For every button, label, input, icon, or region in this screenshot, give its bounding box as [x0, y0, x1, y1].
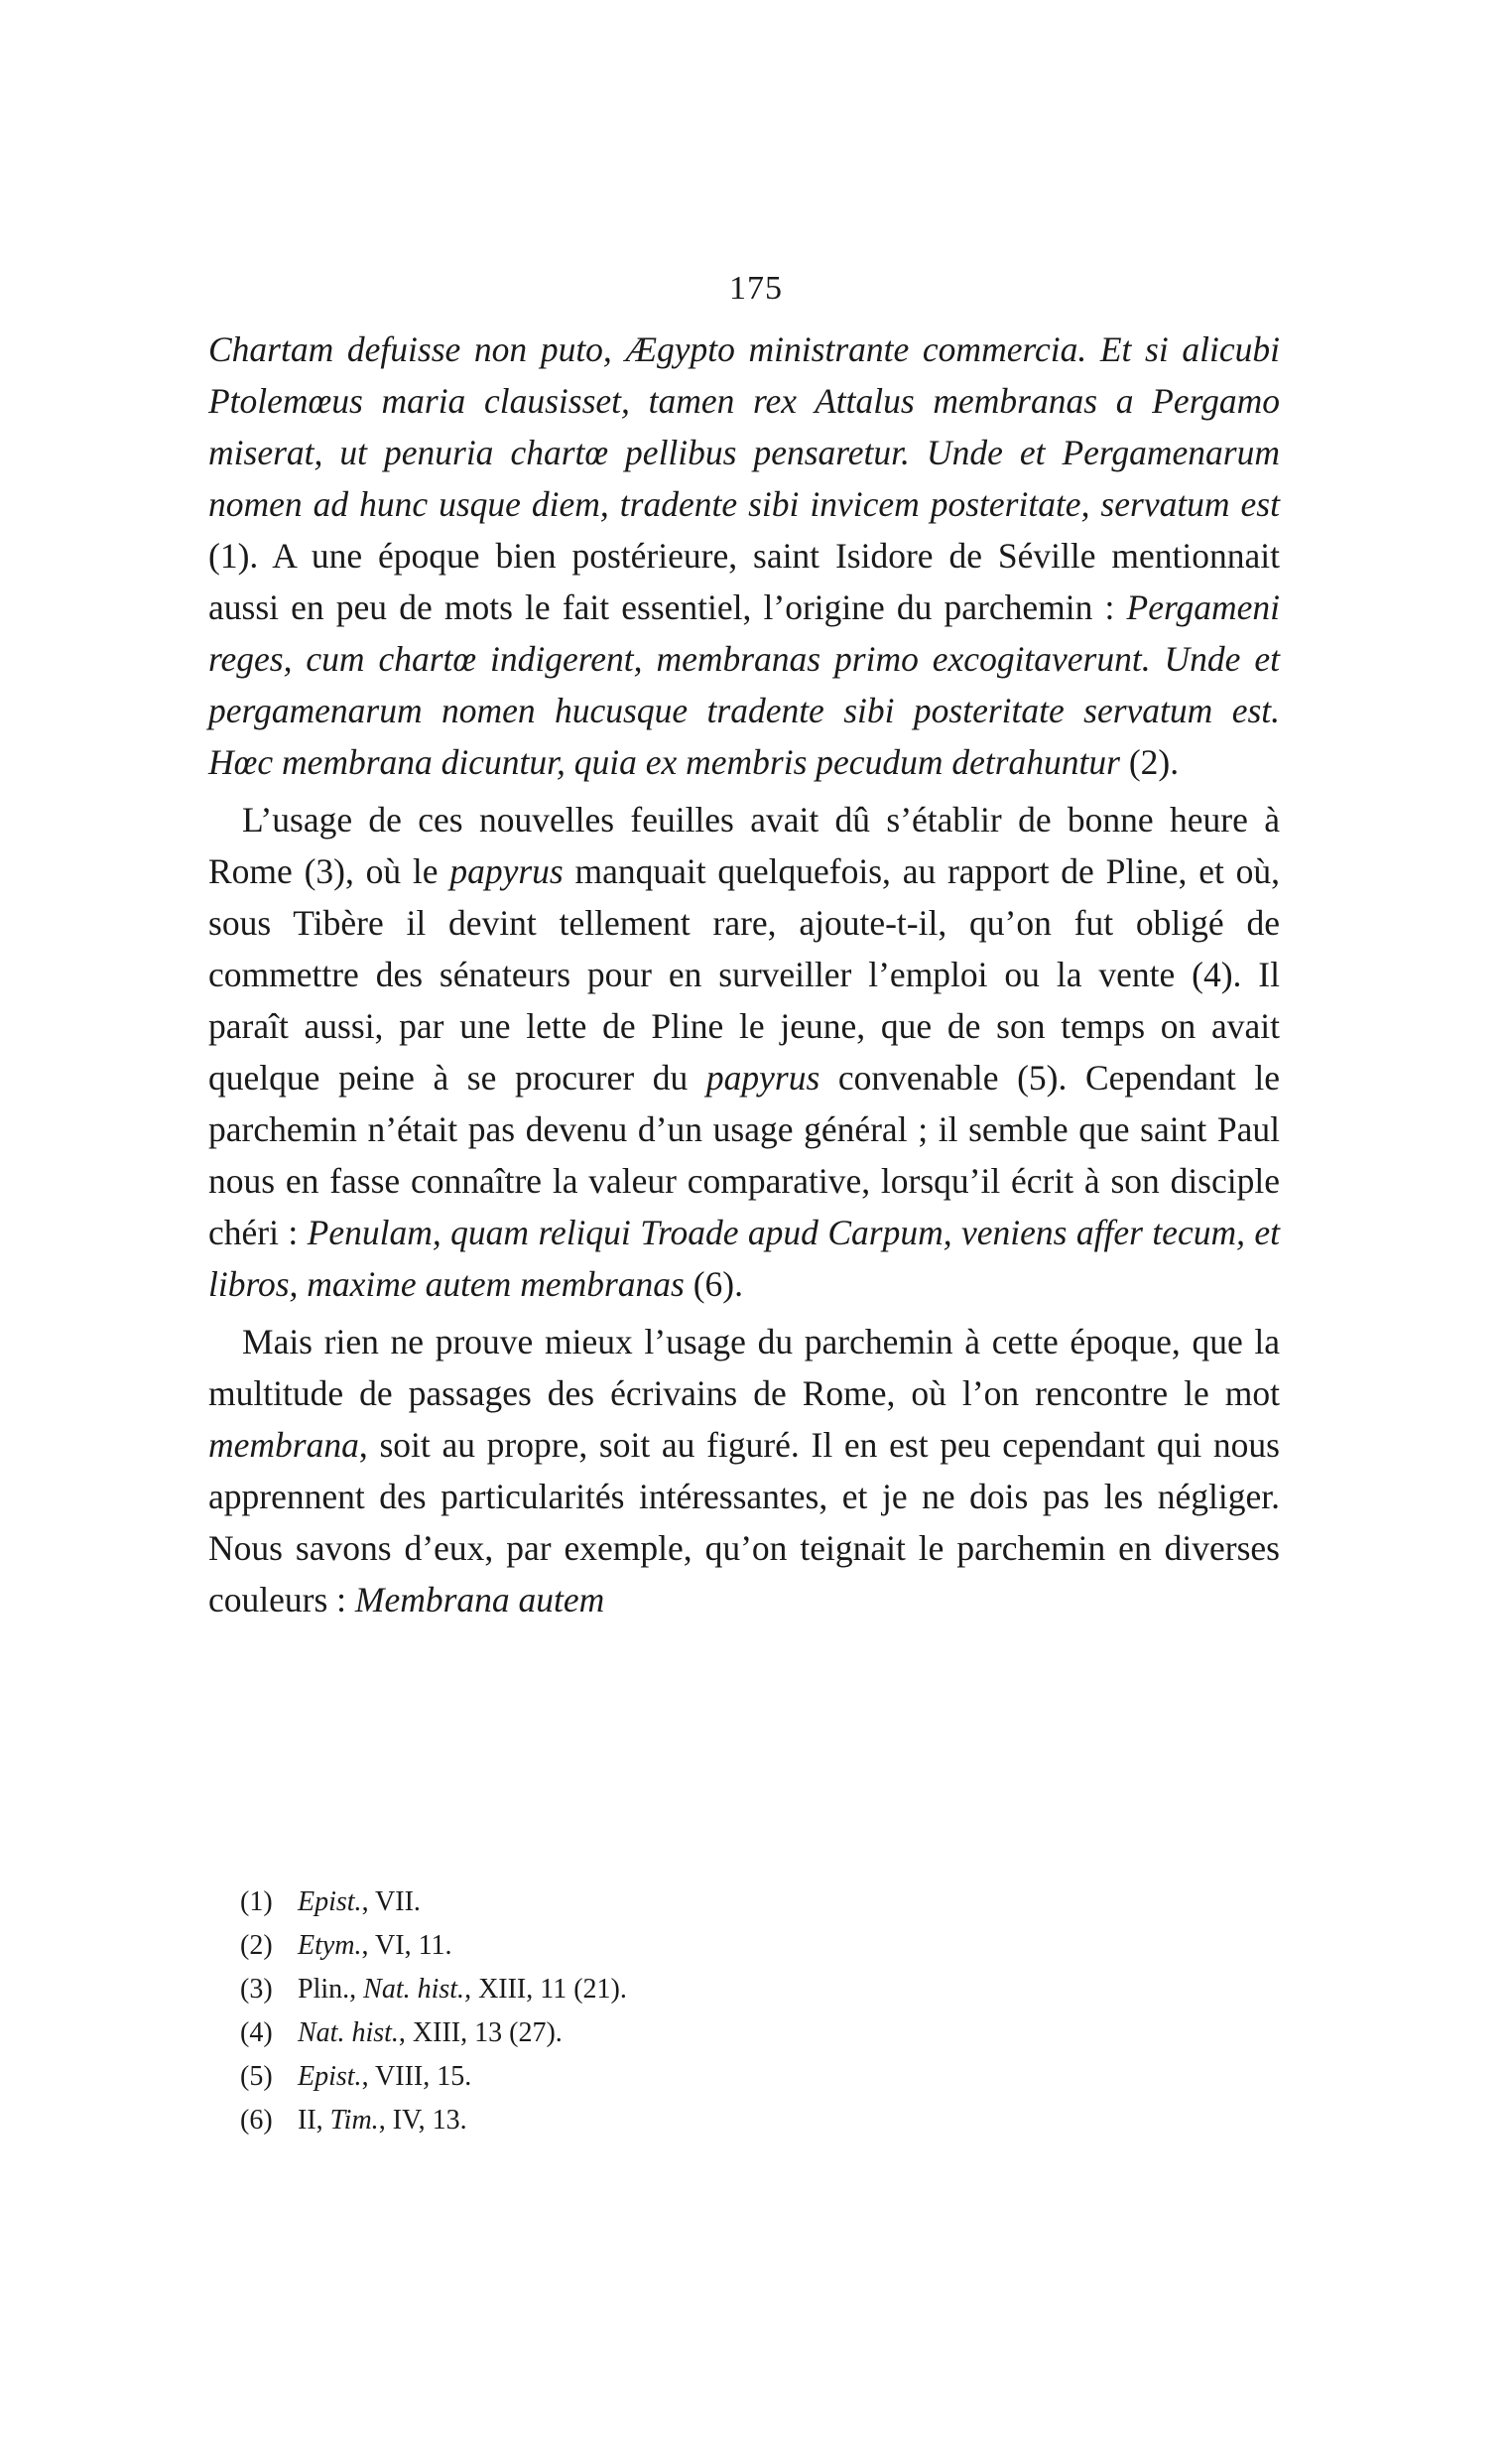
- italic-term: papyrus: [705, 1058, 820, 1098]
- footnote-reference: Epist.: [298, 1886, 362, 1917]
- footnote: [240, 2011, 627, 2055]
- paragraph: [208, 324, 1280, 788]
- text-run: convenable (5). Cependant le parchemin n’était pas devenu d’un usage général ; il semble que saint Paul nous en fasse connaître la valeur comparative, lorsqu’il écrit à son disciple chéri :: [208, 1058, 1281, 1252]
- paragraph: [208, 1316, 1280, 1625]
- paragraph: [208, 794, 1280, 1310]
- latin-quote: Chartam defuisse non puto, Ægypto ministrante commercia. Et si alicubi Ptolemœus maria clausisset, tamen rex Attalus membranas a Pergamo miserat, ut penuria chartœ pellibus pensaretur. Unde et Pergamenarum nomen ad hunc usque diem, tradente sibi invicem posteritate, servatum est: [208, 329, 1280, 524]
- footnote-author: II,: [298, 2105, 330, 2136]
- footnote-author: Plin.,: [298, 1974, 364, 2005]
- latin-quote: Membrana autem: [354, 1580, 605, 1619]
- footnote: [240, 2055, 627, 2099]
- text-run: (1). A une époque bien postérieure, saint Isidore de Séville mentionnait aussi en peu de mots le fait essentiel, l’origine du parchemin :: [208, 536, 1280, 627]
- footnote-number: (2): [240, 1930, 273, 1961]
- footnote-reference: Nat. hist.: [363, 1974, 465, 2005]
- footnote: [240, 1880, 627, 1924]
- footnote-reference: Epist.: [298, 2061, 362, 2092]
- text-run: (2).: [1119, 742, 1180, 782]
- footnote-number: (1): [240, 1886, 273, 1917]
- footnote: [240, 2099, 627, 2142]
- text-run: (6).: [684, 1264, 744, 1304]
- text-run: Mais rien ne prouve mieux l’usage du parchemin à cette époque, que la multitude de passages des écrivains de Rome, où l’on rencontre le mot: [208, 1322, 1280, 1413]
- page-number: 175: [729, 270, 783, 307]
- footnote-text: , XIII, 13 (27).: [398, 2017, 563, 2048]
- latin-quote: Pergameni reges, cum chartœ indigerent, membranas primo excogitaverunt. Unde et pergamenarum nomen hucusque tradente sibi posteritate servatum est. Hœc membrana dicuntur, quia ex membris pecudum detrahuntur: [208, 587, 1280, 782]
- footnote-reference: Tim.: [329, 2105, 379, 2136]
- latin-quote: Penulam, quam reliqui Troade apud Carpum, veniens affer tecum, et libros, maxime autem membranas: [208, 1213, 1280, 1304]
- footnote-text: , IV, 13.: [378, 2105, 467, 2136]
- footnote-text: , VI, 11.: [361, 1930, 452, 1961]
- footnote-number: (4): [240, 2017, 273, 2048]
- footnote-text: , VII.: [361, 1886, 421, 1917]
- text-run: , soit au propre, soit au figuré. Il en est peu cependant qui nous apprennent des particularités intéressantes, et je ne dois pas les négliger. Nous savons d’eux, par exemple, qu’on teignait le parchemin en diverses couleurs :: [208, 1425, 1280, 1619]
- footnote-reference: Nat. hist.: [298, 2017, 399, 2048]
- footnote-number: (3): [240, 1974, 273, 2005]
- footnotes: [240, 1880, 627, 2142]
- footnote-text: , VIII, 15.: [361, 2061, 472, 2092]
- footnote-number: (6): [240, 2105, 273, 2136]
- italic-term: papyrus: [449, 851, 564, 891]
- footnote-number: (5): [240, 2061, 273, 2092]
- text-run: manquait quelquefois, au rapport de Pline, et où, sous Tibère il devint tellement rare, ajoute-t-il, qu’on fut obligé de commettre des sénateurs pour en surveiller l’emploi ou la vente (4). Il paraît aussi, par une lette de Pline le jeune, que de son temps on avait quelque peine à se procurer du: [208, 851, 1281, 1098]
- footnote-reference: Etym.: [298, 1930, 362, 1961]
- footnote: [240, 1924, 627, 1968]
- body-text: [208, 324, 1280, 1625]
- footnote-text: , XIII, 11 (21).: [464, 1974, 627, 2005]
- italic-term: membrana: [208, 1425, 359, 1465]
- footnote: [240, 1968, 627, 2011]
- text-run: L’usage de ces nouvelles feuilles avait dû s’établir de bonne heure à Rome (3), où le: [208, 800, 1280, 891]
